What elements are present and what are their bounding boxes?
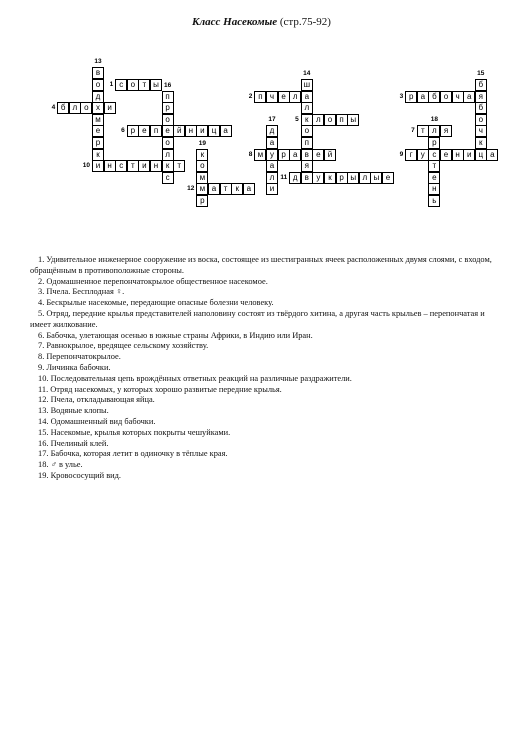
- grid-cell[interactable]: о: [475, 114, 487, 126]
- clue-number: 9: [399, 150, 404, 158]
- grid-cell[interactable]: я: [440, 125, 452, 137]
- grid-cell[interactable]: м: [196, 172, 208, 184]
- grid-cell[interactable]: п: [254, 91, 266, 103]
- grid-cell[interactable]: о: [92, 79, 104, 91]
- grid-cell[interactable]: к: [301, 114, 313, 126]
- grid-cell[interactable]: о: [127, 79, 139, 91]
- grid-cell[interactable]: л: [162, 149, 174, 161]
- grid-cell[interactable]: д: [92, 91, 104, 103]
- grid-cell[interactable]: п: [336, 114, 348, 126]
- grid-cell[interactable]: о: [162, 114, 174, 126]
- grid-cell[interactable]: б: [57, 102, 69, 114]
- grid-cell[interactable]: о: [440, 91, 452, 103]
- clue-number: 7: [411, 127, 415, 135]
- grid-cell[interactable]: а: [289, 149, 301, 161]
- grid-cell[interactable]: к: [324, 172, 336, 184]
- grid-cell[interactable]: ч: [475, 125, 487, 137]
- grid-cell[interactable]: н: [185, 125, 197, 137]
- grid-cell[interactable]: р: [162, 102, 174, 114]
- grid-cell[interactable]: в: [92, 67, 104, 79]
- grid-cell[interactable]: т: [428, 160, 440, 172]
- grid-cell[interactable]: и: [266, 183, 278, 195]
- grid-cell[interactable]: д: [266, 125, 278, 137]
- grid-cell[interactable]: е: [312, 149, 324, 161]
- clue-number: 15: [477, 70, 485, 77]
- grid-cell[interactable]: т: [220, 183, 232, 195]
- grid-cell[interactable]: л: [359, 172, 371, 184]
- grid-cell[interactable]: м: [254, 149, 266, 161]
- grid-cell[interactable]: с: [115, 160, 127, 172]
- grid-cell[interactable]: к: [92, 149, 104, 161]
- grid-cell[interactable]: к: [162, 160, 174, 172]
- grid-cell[interactable]: о: [80, 102, 92, 114]
- grid-cell[interactable]: р: [127, 125, 139, 137]
- grid-cell[interactable]: ы: [370, 172, 382, 184]
- clue-item: 18. ♂ в улье.: [38, 460, 83, 470]
- grid-cell[interactable]: р: [428, 137, 440, 149]
- grid-cell[interactable]: к: [475, 137, 487, 149]
- grid-cell[interactable]: а: [486, 149, 498, 161]
- grid-cell[interactable]: а: [220, 125, 232, 137]
- grid-cell[interactable]: л: [266, 172, 278, 184]
- grid-cell[interactable]: и: [463, 149, 475, 161]
- clue-item: 1. Удивительное инженерное сооружение из воска, состоящее из шестигранных ячеек расположенных двумя слоями, с входом, обращённым в противоположные стороны.: [30, 255, 492, 275]
- grid-cell[interactable]: с: [115, 79, 127, 91]
- grid-cell[interactable]: и: [104, 102, 116, 114]
- grid-cell[interactable]: в: [301, 172, 313, 184]
- grid-cell[interactable]: у: [312, 172, 324, 184]
- clue-item: 6. Бабочка, улетающая осенью в южные страны Африки, в Индию или Иран.: [38, 330, 313, 340]
- clue-item: 15. Насекомые, крылья которых покрыты чешуйками.: [38, 427, 231, 437]
- grid-cell[interactable]: к: [196, 149, 208, 161]
- grid-cell[interactable]: о: [324, 114, 336, 126]
- grid-cell[interactable]: т: [417, 125, 429, 137]
- clue-list: [30, 255, 500, 482]
- grid-cell[interactable]: ы: [347, 172, 359, 184]
- grid-cell[interactable]: ч: [452, 91, 464, 103]
- grid-cell[interactable]: и: [92, 160, 104, 172]
- grid-cell[interactable]: я: [301, 160, 313, 172]
- grid-cell[interactable]: о: [301, 125, 313, 137]
- clue-item: 7. Равнокрылое, вредящее сельскому хозяйству.: [38, 341, 209, 351]
- grid-cell[interactable]: р: [336, 172, 348, 184]
- clue-number: 12: [187, 185, 195, 193]
- grid-cell[interactable]: л: [301, 102, 313, 114]
- clue-item: 13. Водяные клопы.: [38, 406, 109, 416]
- grid-cell[interactable]: х: [92, 102, 104, 114]
- title-main: Класс Насекомые: [192, 16, 278, 28]
- grid-cell[interactable]: ц: [208, 125, 220, 137]
- clue-number: 4: [51, 104, 56, 112]
- grid-cell[interactable]: е: [428, 172, 440, 184]
- grid-cell[interactable]: к: [231, 183, 243, 195]
- clue-number: 18: [430, 116, 438, 124]
- grid-cell[interactable]: в: [301, 149, 313, 161]
- grid-cell[interactable]: а: [301, 91, 313, 103]
- grid-cell[interactable]: б: [475, 102, 487, 114]
- grid-cell[interactable]: е: [278, 91, 290, 103]
- grid-cell[interactable]: я: [475, 91, 487, 103]
- grid-cell[interactable]: й: [173, 125, 185, 137]
- grid-cell[interactable]: р: [92, 137, 104, 149]
- grid-cell[interactable]: п: [162, 91, 174, 103]
- grid-cell[interactable]: ч: [266, 91, 278, 103]
- grid-cell[interactable]: у: [266, 149, 278, 161]
- grid-cell[interactable]: н: [452, 149, 464, 161]
- page-title: [0, 16, 523, 28]
- grid-cell[interactable]: и: [138, 160, 150, 172]
- grid-cell[interactable]: е: [440, 149, 452, 161]
- clue-number: 1: [109, 81, 114, 88]
- grid-cell[interactable]: п: [150, 125, 162, 137]
- clue-item: 11. Отряд насекомых, у которых хорошо развитые передние крылья.: [38, 384, 282, 394]
- clue-item: 8. Перепончатокрылое.: [38, 352, 121, 362]
- grid-cell[interactable]: с: [162, 172, 174, 184]
- grid-cell[interactable]: т: [173, 160, 185, 172]
- grid-cell[interactable]: о: [196, 160, 208, 172]
- clue-number: 19: [198, 139, 206, 147]
- grid-cell[interactable]: а: [266, 137, 278, 149]
- clue-number: 6: [121, 127, 125, 135]
- grid-cell[interactable]: ш: [301, 79, 313, 91]
- clue-number: 5: [295, 115, 299, 123]
- grid-cell[interactable]: и: [196, 125, 208, 137]
- grid-cell[interactable]: л: [289, 91, 301, 103]
- grid-cell[interactable]: г: [405, 149, 417, 161]
- clue-number: 3: [399, 92, 404, 100]
- clue-item: 9. Личинка бабочки.: [38, 362, 111, 372]
- grid-cell[interactable]: ы: [347, 114, 359, 126]
- grid-cell[interactable]: м: [196, 183, 208, 195]
- grid-cell[interactable]: л: [312, 114, 324, 126]
- clue-item: 2. Одомашненное перепончатокрылое общественное насекомое.: [38, 276, 268, 286]
- clue-number: 2: [248, 92, 253, 100]
- title-pages: (стр.75-92): [279, 16, 331, 28]
- grid-cell[interactable]: б: [475, 79, 487, 91]
- grid-cell[interactable]: а: [463, 91, 475, 103]
- grid-cell[interactable]: а: [266, 160, 278, 172]
- grid-cell[interactable]: н: [104, 160, 116, 172]
- grid-cell[interactable]: с: [428, 149, 440, 161]
- grid-cell[interactable]: п: [301, 137, 313, 149]
- clue-number: 16: [163, 81, 172, 89]
- grid-cell[interactable]: р: [278, 149, 290, 161]
- clue-item: 3. Пчела. Бесплодная ♀.: [38, 287, 125, 297]
- grid-cell[interactable]: л: [69, 102, 81, 114]
- grid-cell[interactable]: у: [417, 149, 429, 161]
- clue-item: 14. Одомашненный вид бабочки.: [38, 416, 156, 426]
- grid-cell[interactable]: р: [405, 91, 417, 103]
- clue-number: 11: [280, 173, 288, 181]
- grid-cell[interactable]: н: [428, 183, 440, 195]
- grid-cell[interactable]: н: [150, 160, 162, 172]
- clue-number: 14: [303, 70, 311, 77]
- clue-item: 19. Кровососущий вид.: [38, 470, 122, 480]
- grid-cell[interactable]: т: [138, 79, 150, 91]
- grid-cell[interactable]: е: [382, 172, 394, 184]
- grid-cell[interactable]: й: [324, 149, 336, 161]
- grid-cell[interactable]: ц: [475, 149, 487, 161]
- grid-cell[interactable]: е: [162, 125, 174, 137]
- clue-item: 16. Пчелиный клей.: [38, 438, 109, 448]
- grid-cell[interactable]: л: [428, 125, 440, 137]
- grid-cell[interactable]: а: [208, 183, 220, 195]
- clue-item: 5. Отряд, передние крылья представителей наполовину состоят из твёрдого хитина, а другая часть крыльев – перепончатая и имеет жилкование.: [30, 308, 485, 329]
- grid-cell[interactable]: а: [243, 183, 255, 195]
- clue-item: 12. Пчела, откладывающая яйца.: [38, 395, 155, 405]
- grid-cell[interactable]: о: [162, 137, 174, 149]
- clue-item: 17. Бабочка, которая летит в одиночку в тёплые края.: [38, 449, 228, 459]
- grid-cell[interactable]: ь: [428, 195, 440, 207]
- clue-number: 8: [248, 150, 253, 158]
- grid-cell[interactable]: т: [127, 160, 139, 172]
- grid-cell[interactable]: б: [428, 91, 440, 103]
- grid-cell[interactable]: р: [196, 195, 208, 207]
- clue-number: 13: [94, 58, 102, 66]
- grid-cell[interactable]: е: [138, 125, 150, 137]
- grid-cell[interactable]: м: [92, 114, 104, 126]
- clue-number: 17: [268, 116, 276, 124]
- grid-cell[interactable]: д: [289, 172, 301, 184]
- grid-cell[interactable]: а: [417, 91, 429, 103]
- grid-cell[interactable]: ы: [150, 79, 162, 91]
- grid-cell[interactable]: е: [92, 125, 104, 137]
- clue-item: 4. Бескрылые насекомые, передающие опасные болезни человеку.: [38, 298, 274, 308]
- clue-number: 10: [82, 162, 90, 170]
- clue-item: 10. Последовательная цепь врождённых ответных реакций на различные раздражители.: [38, 373, 352, 383]
